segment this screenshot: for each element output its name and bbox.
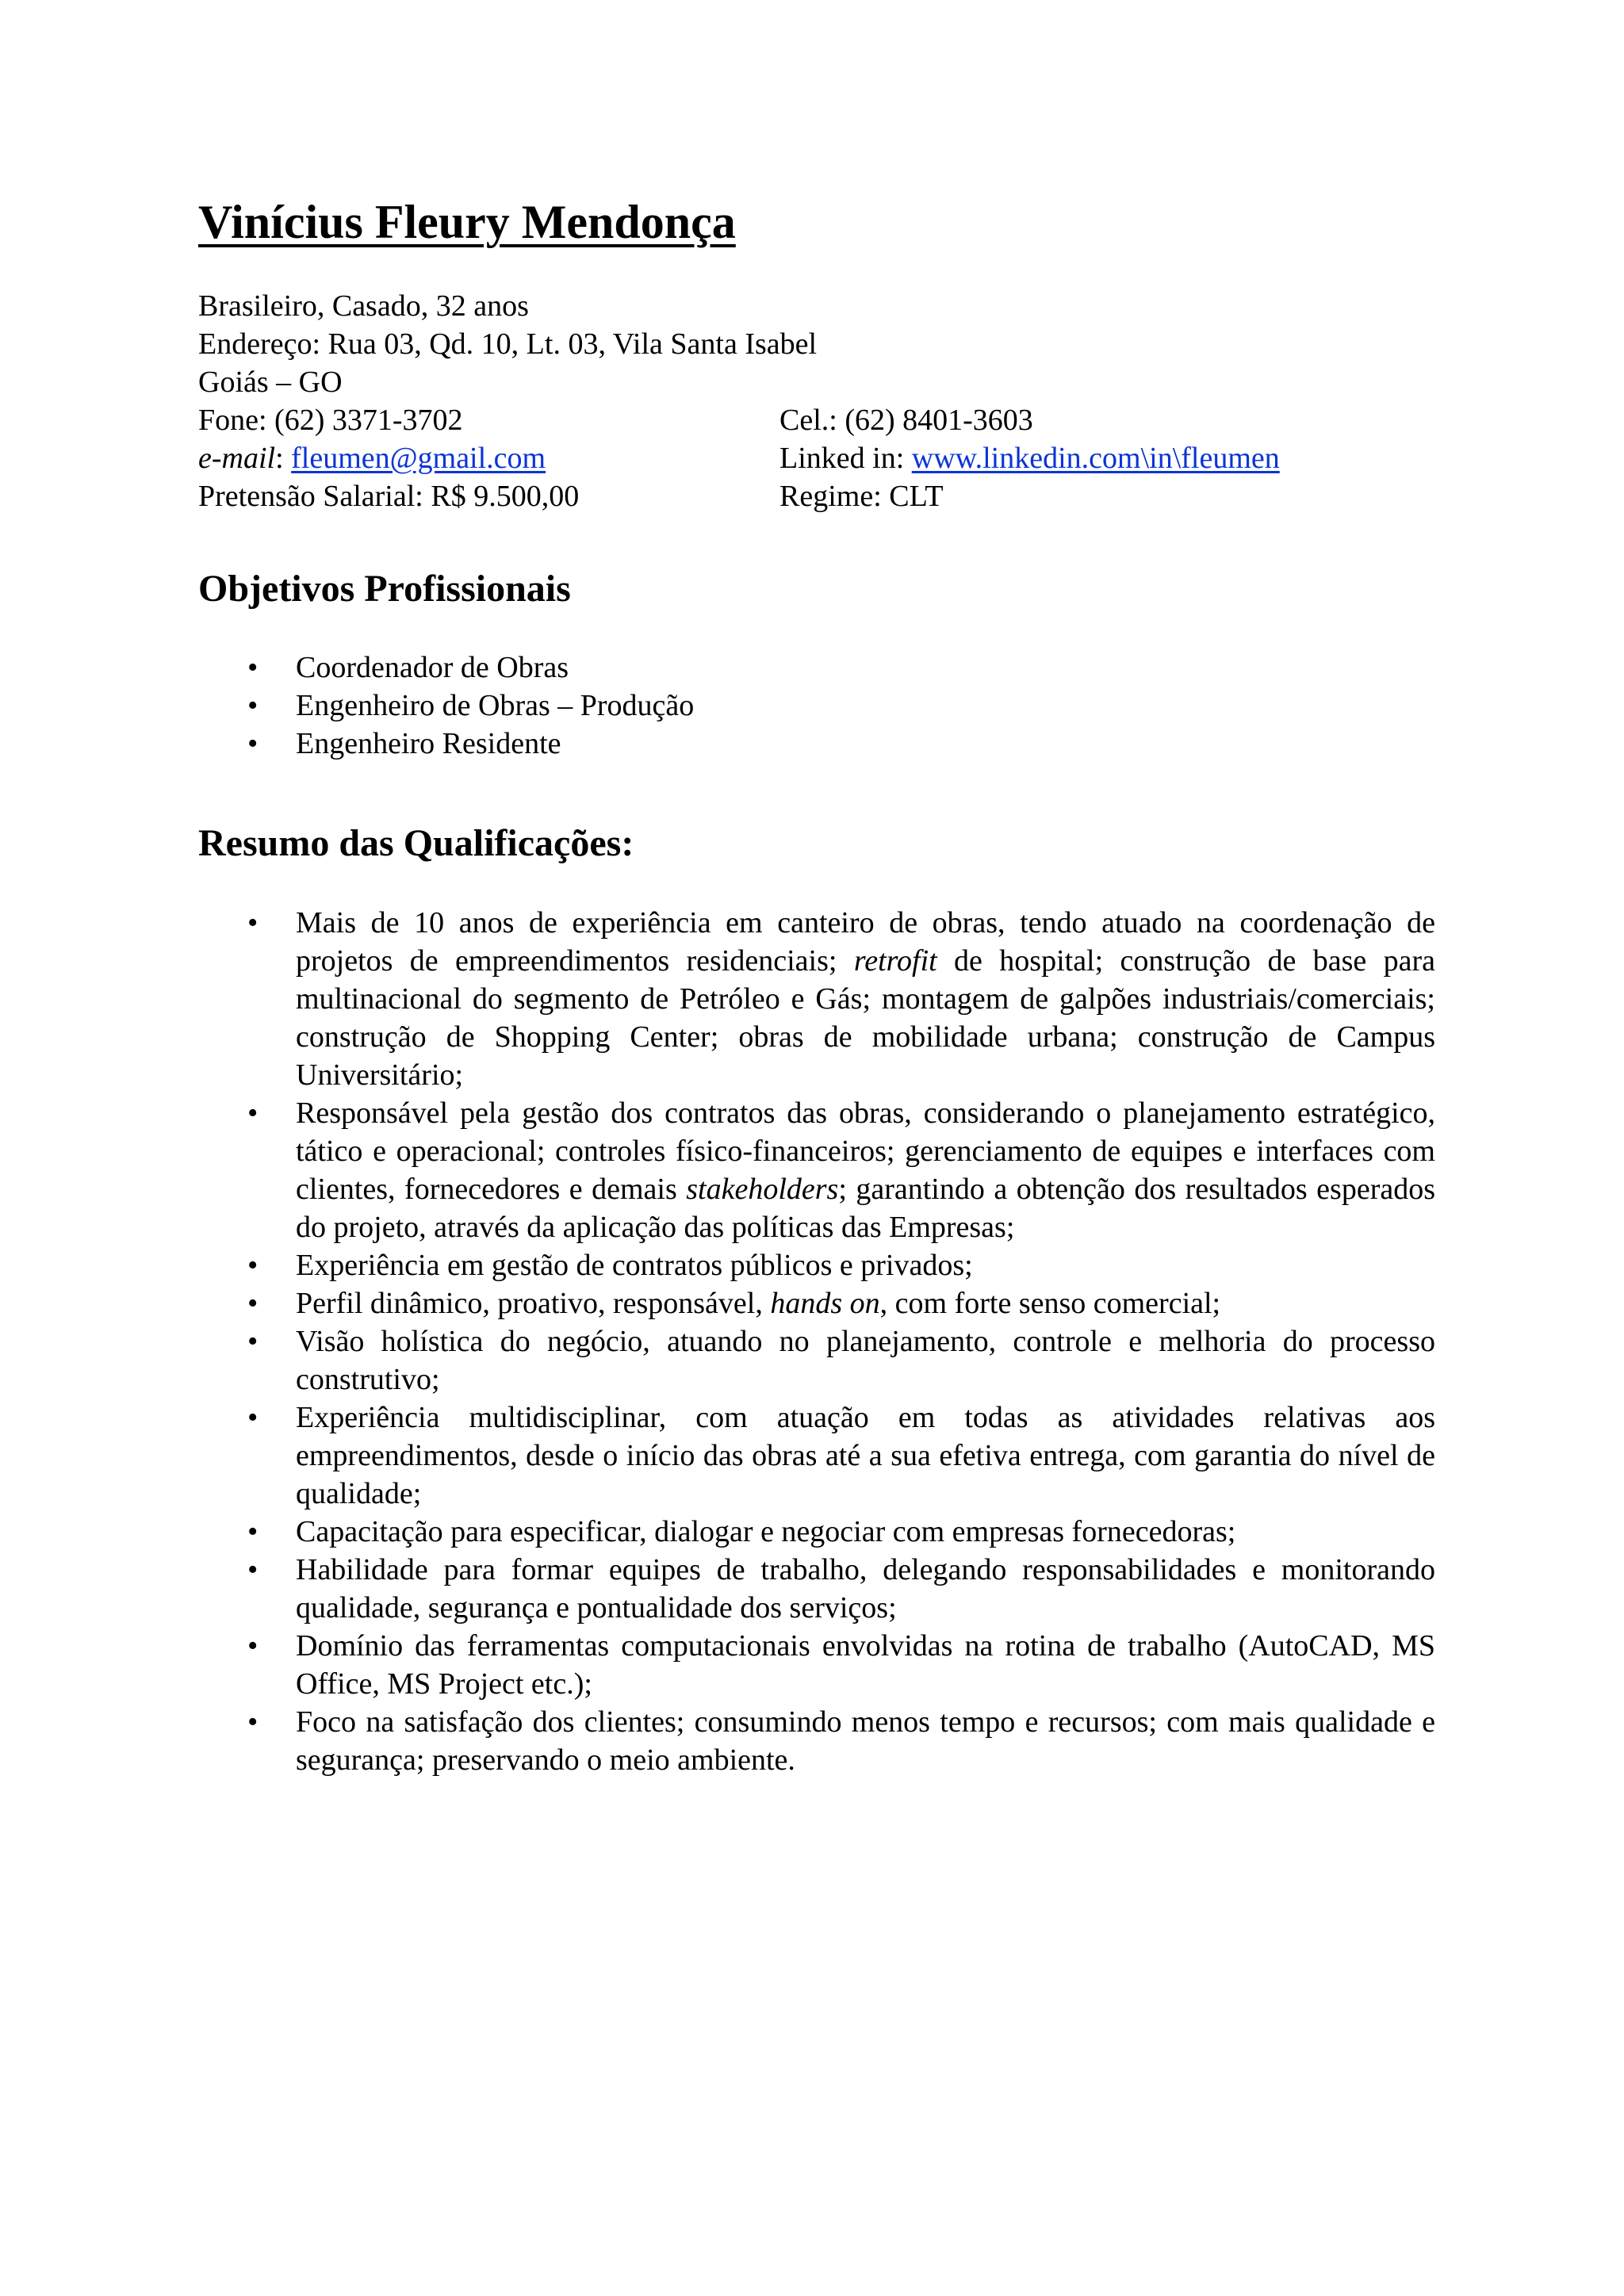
nationality-status: Brasileiro, Casado, 32 anos bbox=[198, 289, 529, 323]
item-text: de hospital; construção de base para multinacional do segmento de Petróleo e Gás; montagem de galpões industriais/comerciais; construção de Shopping Center; obras de mobilidade urbana; construção de Campus Universitário; bbox=[296, 944, 1436, 1092]
list-item bbox=[198, 1246, 1435, 1284]
address: Endereço: Rua 03, Qd. 10, Lt. 03, Vila Santa Isabel bbox=[198, 327, 818, 361]
info-row-4 bbox=[198, 401, 1435, 439]
info-row-2 bbox=[198, 325, 1435, 363]
item-text: Mais de 10 anos de experiência em canteiro de obras, tendo atuado na coordenação de projetos de empreendimentos residenciais; bbox=[296, 906, 1435, 978]
linkedin-label: Linked in: bbox=[779, 442, 912, 475]
phone: Fone: (62) 3371-3702 bbox=[198, 404, 463, 437]
linkedin-group bbox=[779, 439, 1280, 477]
info-row-1 bbox=[198, 287, 1435, 325]
candidate-name: Vinícius Fleury Mendonça bbox=[198, 196, 736, 248]
list-item bbox=[198, 1322, 1435, 1399]
item-text: Perfil dinâmico, proativo, responsável, bbox=[296, 1287, 771, 1320]
item-text: Responsável pela gestão dos contratos das obras, considerando o planejamento estratégico, tático e operacional; controles físico-financeiros; gerenciamento de equipes e interfaces com clientes, fornecedores e demais bbox=[296, 1096, 1435, 1206]
list-item bbox=[198, 1399, 1435, 1513]
list-item bbox=[198, 1703, 1435, 1779]
item-text: Visão holística do negócio, atuando no planejamento, controle e melhoria do processo construtivo; bbox=[296, 1325, 1435, 1396]
list-item: • Engenheiro de Obras – Produção bbox=[198, 687, 1435, 725]
item-text: Foco na satisfação dos clientes; consumindo menos tempo e recursos; com mais qualidade e segurança; preservando o meio ambiente. bbox=[296, 1705, 1435, 1777]
cell-phone: Cel.: (62) 8401-3603 bbox=[779, 404, 1033, 437]
email-link[interactable]: fleumen@gmail.com bbox=[291, 442, 546, 475]
list-item bbox=[198, 904, 1435, 1094]
item-text-italic: retrofit bbox=[853, 944, 937, 978]
item-text: Habilidade para formar equipes de trabalho, delegando responsabilidades e monitorando qualidade, segurança e pontualidade dos serviços; bbox=[296, 1553, 1435, 1624]
item-text-italic: hands on bbox=[770, 1287, 880, 1320]
list-item: • Engenheiro Residente bbox=[198, 725, 1435, 763]
salary: Pretensão Salarial: R$ 9.500,00 bbox=[198, 480, 580, 513]
item-text: Experiência em gestão de contratos públicos e privados; bbox=[296, 1249, 973, 1282]
personal-info bbox=[198, 287, 1435, 515]
item-text: Domínio das ferramentas computacionais envolvidas na rotina de trabalho (AutoCAD, MS Office, MS Project etc.); bbox=[296, 1629, 1435, 1701]
info-row-6 bbox=[198, 477, 1435, 515]
item-text: Experiência multidisciplinar, com atuação em todas as atividades relativas aos empreendimentos, desde o início das obras até a sua efetiva entrega, com garantia do nível de qualidade; bbox=[296, 1401, 1435, 1510]
regime: Regime: CLT bbox=[779, 480, 944, 513]
item-text: Capacitação para especificar, dialogar e negociar com empresas fornecedoras; bbox=[296, 1515, 1236, 1548]
email-separator: : bbox=[275, 442, 292, 475]
summary-list bbox=[198, 904, 1435, 1779]
objectives-list bbox=[198, 649, 1435, 763]
item-text: , com forte senso comercial; bbox=[879, 1287, 1221, 1320]
info-row-3 bbox=[198, 363, 1435, 401]
list-item bbox=[198, 1551, 1435, 1627]
list-item: • Coordenador de Obras bbox=[198, 649, 1435, 687]
list-item bbox=[198, 1094, 1435, 1246]
objectives-heading: Objetivos Profissionais bbox=[198, 568, 571, 610]
list-item bbox=[198, 1513, 1435, 1551]
linkedin-link[interactable]: www.linkedin.com\in\fleumen bbox=[911, 442, 1280, 475]
item-text-italic: stakeholders bbox=[686, 1173, 839, 1206]
info-row-5 bbox=[198, 439, 1435, 477]
item-text: ; garantindo a obtenção dos resultados esperados do projeto, através da aplicação das políticas das Empresas; bbox=[296, 1173, 1436, 1244]
city: Goiás – GO bbox=[198, 365, 343, 399]
summary-heading: Resumo das Qualificações: bbox=[198, 822, 634, 864]
list-item bbox=[198, 1284, 1435, 1322]
email-label: e-mail bbox=[198, 442, 276, 475]
list-item bbox=[198, 1627, 1435, 1703]
